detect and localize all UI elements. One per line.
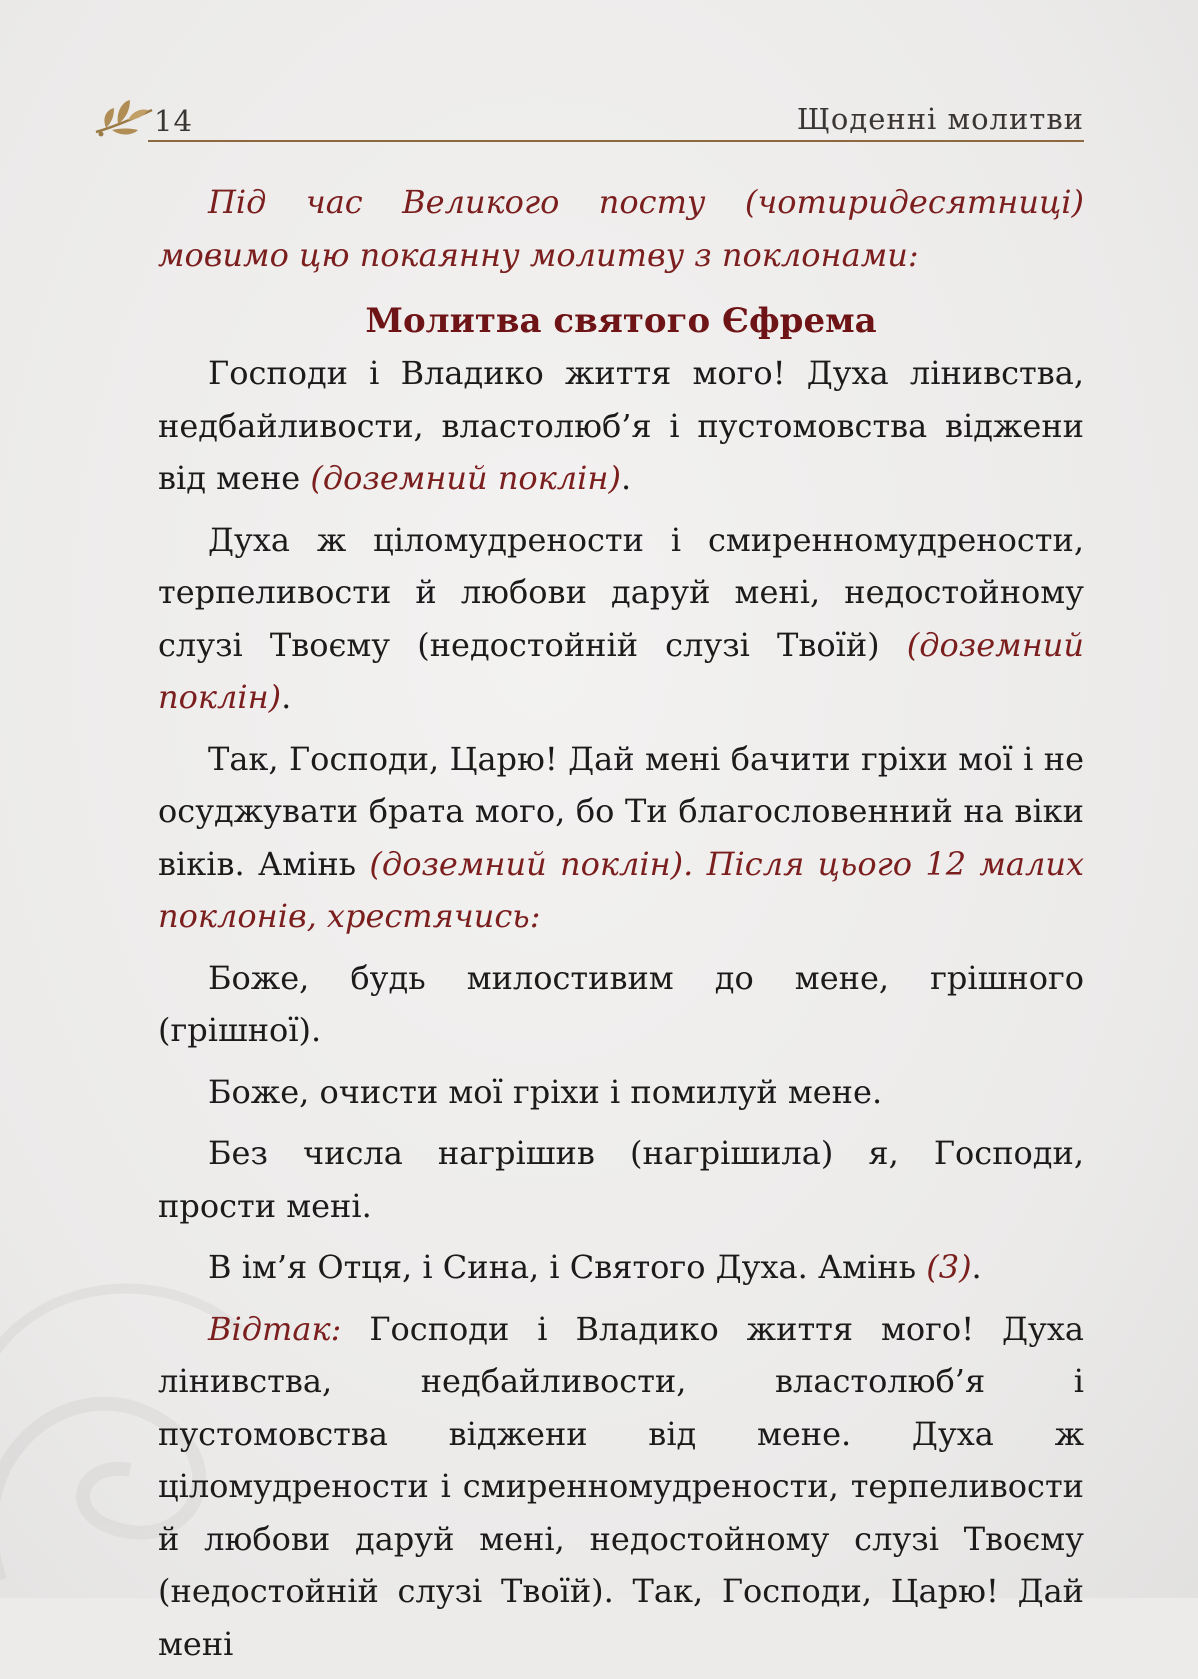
paragraph-1	[158, 347, 1084, 505]
paragraph-7-text: В ім’я Отця, і Сина, і Святого Духа. Амінь	[208, 1248, 927, 1286]
prayer-title: Молитва святого Єфрема	[365, 301, 877, 341]
paragraph-2-text: Духа ж цiломудрености i смиренномудрености, терпеливости й любови даруй мені, недостойному слузі Твоєму (недостойній слузі Твоїй)	[158, 520, 1084, 664]
paragraph-1-text: Господи і Владико життя мого! Духа лінивства, недбайливости, властолюб’я і пустомовства віджени від мене	[158, 354, 1084, 497]
paragraph-7-end: .	[971, 1248, 982, 1286]
header-rule	[148, 140, 1084, 142]
paragraph-4: Боже, будь милостивим до мене, грішного (грішної).	[158, 958, 1084, 1049]
intro-rubric: Під час Великого посту (чотиридесятниці) мовимо цю покаянну молитву з поклонами:	[158, 183, 1084, 274]
paragraph-5: Боже, очисти мої гріхи і помилуй мене.	[208, 1072, 883, 1111]
paragraph-1-rubric: (доземний поклін)	[310, 459, 621, 497]
paragraph-8-text: Господи і Владико життя мого! Духа лінивства, недбайливости, властолюб’я і пустомовства віджени від мене. Духа ж цiломудрености i смиренномудрености, терпеливости й любови даруй мені, недостойному слузі Твоєму (недостойній слузі Твоїй). Так, Господи, Царю! Дай мені	[158, 1309, 1084, 1663]
paragraph-6: Без числа нагрішив (нагрішила) я, Господи, прости мені.	[158, 1134, 1084, 1225]
leaf-ornament-icon	[92, 88, 156, 142]
paragraph-2	[158, 514, 1084, 724]
page-body	[158, 176, 1084, 1679]
paragraph-2-end: .	[281, 678, 292, 716]
page-header	[92, 88, 1084, 144]
paragraph-7	[158, 1241, 1084, 1294]
paragraph-3	[158, 733, 1084, 943]
paragraph-8-rubric: Відтак:	[208, 1309, 342, 1348]
page-number: 14	[154, 104, 193, 138]
paragraph-3-text: Так, Господи, Царю! Дай мені бачити гріхи мої і не осуджувати брата мого, бо Ти благословенний на віки віків. Амінь	[158, 739, 1084, 883]
running-title: Щоденні молитви	[796, 102, 1084, 136]
paragraph-2-rubric: (доземний поклін)	[158, 625, 1084, 716]
paragraph-3-rubric: (доземний поклін). Після цього 12 малих поклонів, хрестячись:	[158, 844, 1085, 935]
paragraph-8	[158, 1303, 1084, 1671]
paragraph-1-end: .	[620, 459, 632, 497]
paragraph-7-rubric: (3)	[926, 1248, 972, 1286]
